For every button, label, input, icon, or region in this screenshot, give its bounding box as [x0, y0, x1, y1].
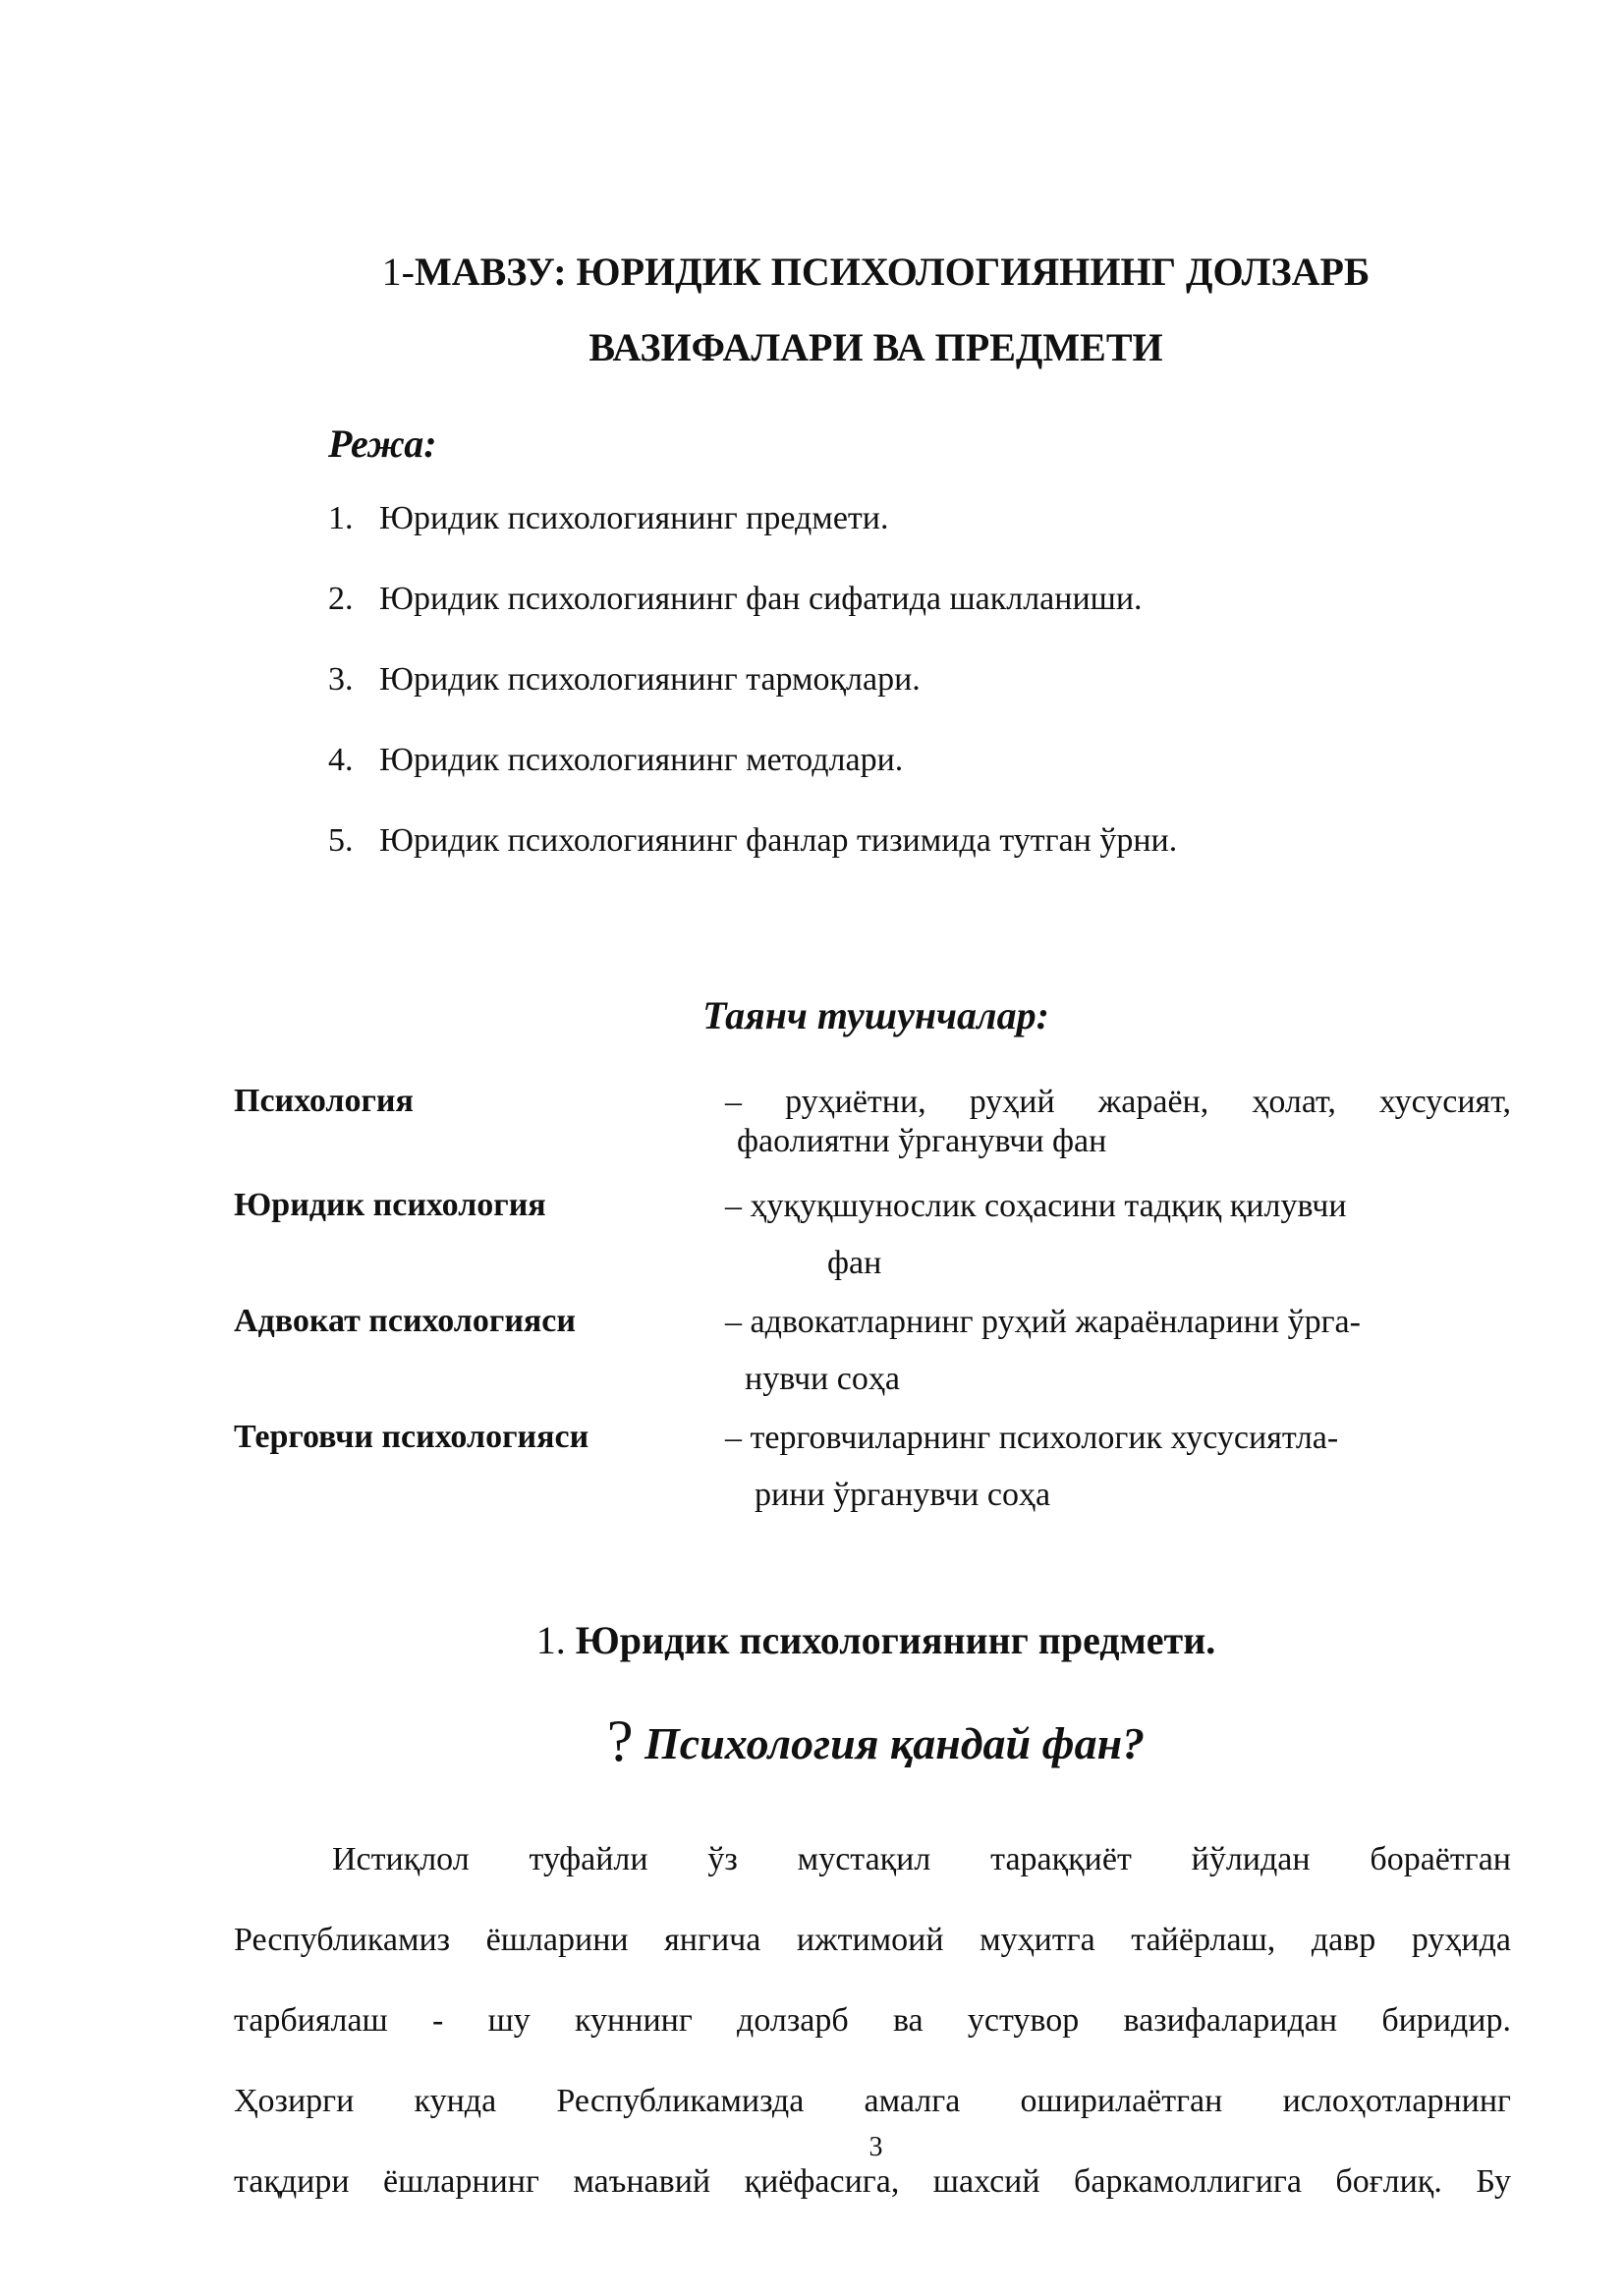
concept-definition: – терговчиларнинг психологик хусусиятла- рини ўрганувчи соҳа — [725, 1420, 1339, 1513]
title-prefix: 1- — [381, 250, 415, 294]
plan-item-text: Юридик психологиянинг фанлар тизимида тутган ўрни. — [379, 822, 1178, 859]
plan-item-number: 4. — [328, 742, 354, 778]
page-title-line-2: ВАЗИФАЛАРИ ВА ПРЕДМЕТИ — [588, 325, 1163, 369]
plan-item-number: 2. — [328, 581, 354, 617]
paragraph-line: тақдири ёшларнинг маънавий қиёфасига, шахсий баркамоллигига боғлиқ. Бу — [234, 2163, 1511, 2200]
section-heading-text: Юридик психологиянинг предмети. — [575, 1618, 1216, 1662]
page-title-line-1 — [0, 249, 1624, 296]
concept-term: Адвокат психологияси — [234, 1303, 576, 1339]
concept-term: Психология — [234, 1083, 414, 1119]
plan-item — [328, 580, 1177, 660]
question-mark-icon: ? — [606, 1708, 634, 1773]
paragraph-line: тарбиялаш - шу куннинг долзарб ва устувор вазифаларидан биридир. — [234, 2002, 1511, 2039]
plan-item-text: Юридик психологиянинг предмети. — [379, 500, 889, 536]
paragraph-line: Ҳозирги кунда Республикамизда амалга оширилаётган ислоҳотларнинг — [234, 2083, 1511, 2119]
plan-label: Режа: — [328, 421, 437, 466]
section-heading — [0, 1617, 1624, 1663]
plan-item — [328, 660, 1177, 741]
section-number: 1. — [535, 1618, 566, 1662]
paragraph-line: Республикамиз ёшларини янгича ижтимоий муҳитга тайёрлаш, давр руҳида — [234, 1922, 1511, 1958]
concept-term: Терговчи психологияси — [234, 1419, 589, 1455]
plan-item-number: 5. — [328, 822, 354, 859]
concept-term: Юридик психология — [234, 1187, 546, 1223]
paragraph-line: Истиқлол туфайли ўз мустақил тараққиёт йўлидан бораётган — [332, 1841, 1511, 1877]
concept-definition: – ҳуқуқшунослик соҳасини тадқиқ қилувчи фан — [725, 1188, 1347, 1281]
plan-item-text: Юридик психологиянинг тармоқлари. — [379, 661, 921, 698]
plan-list — [328, 499, 1177, 902]
concept-definition: – адвокатларнинг руҳий жараёнларини ўрга- нувчи соҳа — [725, 1304, 1361, 1397]
question-heading — [0, 1707, 1624, 1775]
concept-definition: – руҳиётни, руҳий жараён, ҳолат, хусусият, фаолиятни ўрганувчи фан — [725, 1084, 1511, 1159]
plan-item-number: 3. — [328, 661, 354, 698]
page-number: 3 — [868, 2132, 883, 2162]
plan-item — [328, 821, 1177, 902]
plan-item-text: Юридик психологиянинг методлари. — [379, 742, 904, 778]
plan-item — [328, 499, 1177, 580]
plan-item — [328, 741, 1177, 821]
concepts-title: Таянч тушунчалар: — [702, 993, 1049, 1037]
title-bold-text: МАВЗУ: ЮРИДИК ПСИХОЛОГИЯНИНГ ДОЛЗАРБ — [414, 250, 1371, 294]
question-text: Психология қандай фан? — [644, 1718, 1146, 1768]
plan-item-text: Юридик психологиянинг фан сифатида шаклланиши. — [379, 581, 1143, 617]
plan-item-number: 1. — [328, 500, 354, 536]
